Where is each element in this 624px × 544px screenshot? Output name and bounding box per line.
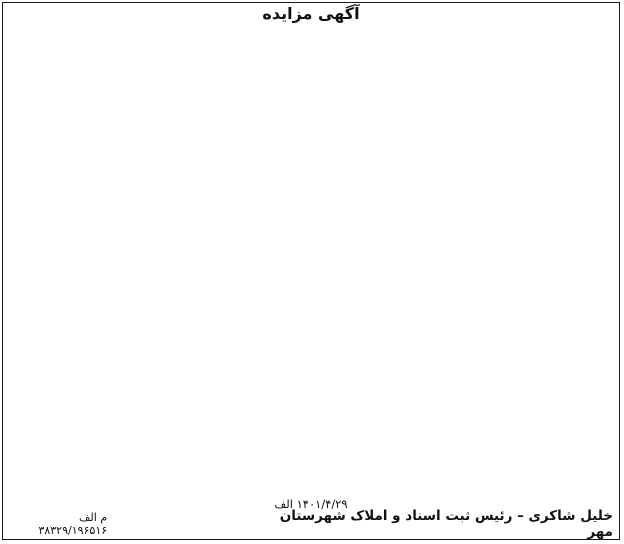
notice-date: ۱۴۰۱/۴/۲۹ الف — [274, 497, 348, 511]
notice-signature: خلیل شاکری – رئیس ثبت اسناد و املاک شهرستان مهر — [279, 508, 613, 540]
notice-reference-number: م الف ۳۸۳۲۹/۱۹۶۵۱۶ — [38, 511, 108, 537]
notice-title: آگهی مزایده — [262, 4, 360, 23]
notice-footer — [9, 508, 613, 540]
notice-body — [7, 27, 615, 495]
auction-notice — [2, 2, 620, 540]
